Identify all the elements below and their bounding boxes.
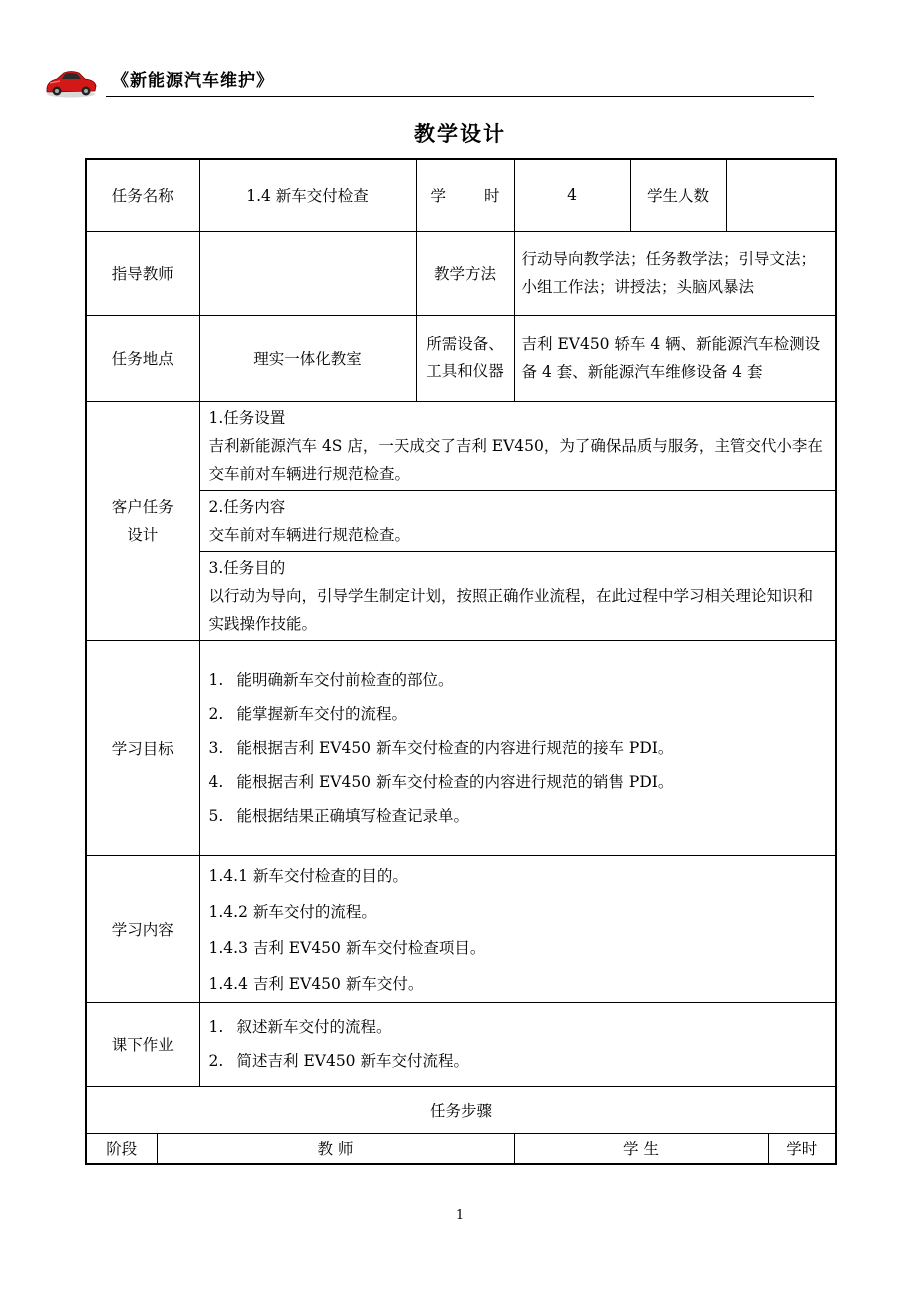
book-title: 《新能源汽车维护》: [112, 71, 274, 91]
task-setting-text: 吉利新能源汽车 4S 店，一天成交了吉利 EV450，为了确保品质与服务，主管交代小李在交车前对车辆进行规范检查。: [208, 436, 823, 483]
content-label: 学习内容: [86, 855, 199, 1002]
content-item: 1.4.2 新车交付的流程。: [208, 902, 377, 921]
task-name-value: 1.4 新车交付检查: [199, 159, 416, 231]
equipment-value: 吉利 EV450 轿车 4 辆、新能源汽车检测设备 4 套、新能源汽车维修设备 4 套: [514, 315, 836, 401]
hours-label-a: 学: [430, 187, 447, 206]
customer-task-body: [199, 401, 836, 640]
row-steps-title: [86, 1086, 836, 1133]
task-content-title: 2.任务内容: [208, 497, 286, 516]
homework-item: 2. 简述吉利 EV450 新车交付流程。: [208, 1052, 469, 1070]
row-homework: [86, 1002, 836, 1086]
row-objectives: [86, 640, 836, 855]
customer-task-label: [86, 401, 199, 640]
teaching-design-table: [85, 158, 837, 1165]
header-rule: [106, 96, 814, 97]
objective-item: 4. 能根据吉利 EV450 新车交付检查的内容进行规范的销售 PDI。: [208, 772, 674, 791]
objectives-list: [199, 640, 836, 855]
homework-list: [199, 1002, 836, 1086]
steps-title: 任务步骤: [86, 1086, 836, 1133]
row-steps-header: [86, 1133, 836, 1164]
customer-task-label-line1: 客户任务: [111, 497, 174, 516]
student-count-label: 学生人数: [630, 159, 726, 231]
location-value: 理实一体化教室: [199, 315, 416, 401]
hours-value: 4: [514, 159, 630, 231]
objective-item: 5. 能根据结果正确填写检查记录单。: [208, 806, 470, 825]
task-name-label: 任务名称: [86, 159, 199, 231]
method-label: 教学方法: [416, 231, 514, 315]
task-setting-block: [200, 402, 836, 490]
teacher-label: 指导教师: [86, 231, 199, 315]
content-item: 1.4.1 新车交付检查的目的。: [208, 866, 408, 885]
col-hours: 学时: [768, 1133, 836, 1164]
objective-item: 3. 能根据吉利 EV450 新车交付检查的内容进行规范的接车 PDI。: [208, 738, 674, 757]
red-car-icon: [44, 64, 98, 100]
task-goal-text: 以行动为导向，引导学生制定计划，按照正确作业流程，在此过程中学习相关理论知识和实践操作技能。: [208, 586, 814, 633]
content-item: 1.4.3 吉利 EV450 新车交付检查项目。: [208, 938, 486, 957]
teacher-value: [199, 231, 416, 315]
location-label: 任务地点: [86, 315, 199, 401]
row-task-name: [86, 159, 836, 231]
col-stage: 阶段: [86, 1133, 157, 1164]
hours-label-b: 时: [484, 187, 500, 206]
row-content: [86, 855, 836, 1002]
col-teacher: 教 师: [157, 1133, 514, 1164]
homework-item: 1. 叙述新车交付的流程。: [208, 1018, 392, 1036]
col-student: 学 生: [514, 1133, 768, 1164]
row-location: [86, 315, 836, 401]
customer-task-label-line2: 设计: [127, 525, 159, 544]
student-count-value: [726, 159, 836, 231]
objective-item: 1. 能明确新车交付前检查的部位。: [208, 670, 454, 689]
objectives-label: 学习目标: [86, 640, 199, 855]
row-customer-task: [86, 401, 836, 640]
doc-title: 教学设计: [414, 122, 506, 146]
task-content-text: 交车前对车辆进行规范检查。: [208, 525, 411, 544]
task-goal-block: [200, 551, 836, 640]
content-list: [199, 855, 836, 1002]
page-number: 1: [455, 1208, 465, 1223]
task-setting-title: 1.任务设置: [208, 408, 286, 427]
task-goal-title: 3.任务目的: [208, 558, 286, 577]
objective-item: 2. 能掌握新车交付的流程。: [208, 704, 408, 723]
row-teacher: [86, 231, 836, 315]
hours-label: [416, 159, 514, 231]
equipment-label: 所需设备、工具和仪器: [416, 315, 514, 401]
method-value: 行动导向教学法；任务教学法；引导文法；小组工作法；讲授法；头脑风暴法: [514, 231, 836, 315]
task-content-block: [200, 490, 836, 551]
content-item: 1.4.4 吉利 EV450 新车交付。: [208, 974, 424, 993]
homework-label: 课下作业: [86, 1002, 199, 1086]
